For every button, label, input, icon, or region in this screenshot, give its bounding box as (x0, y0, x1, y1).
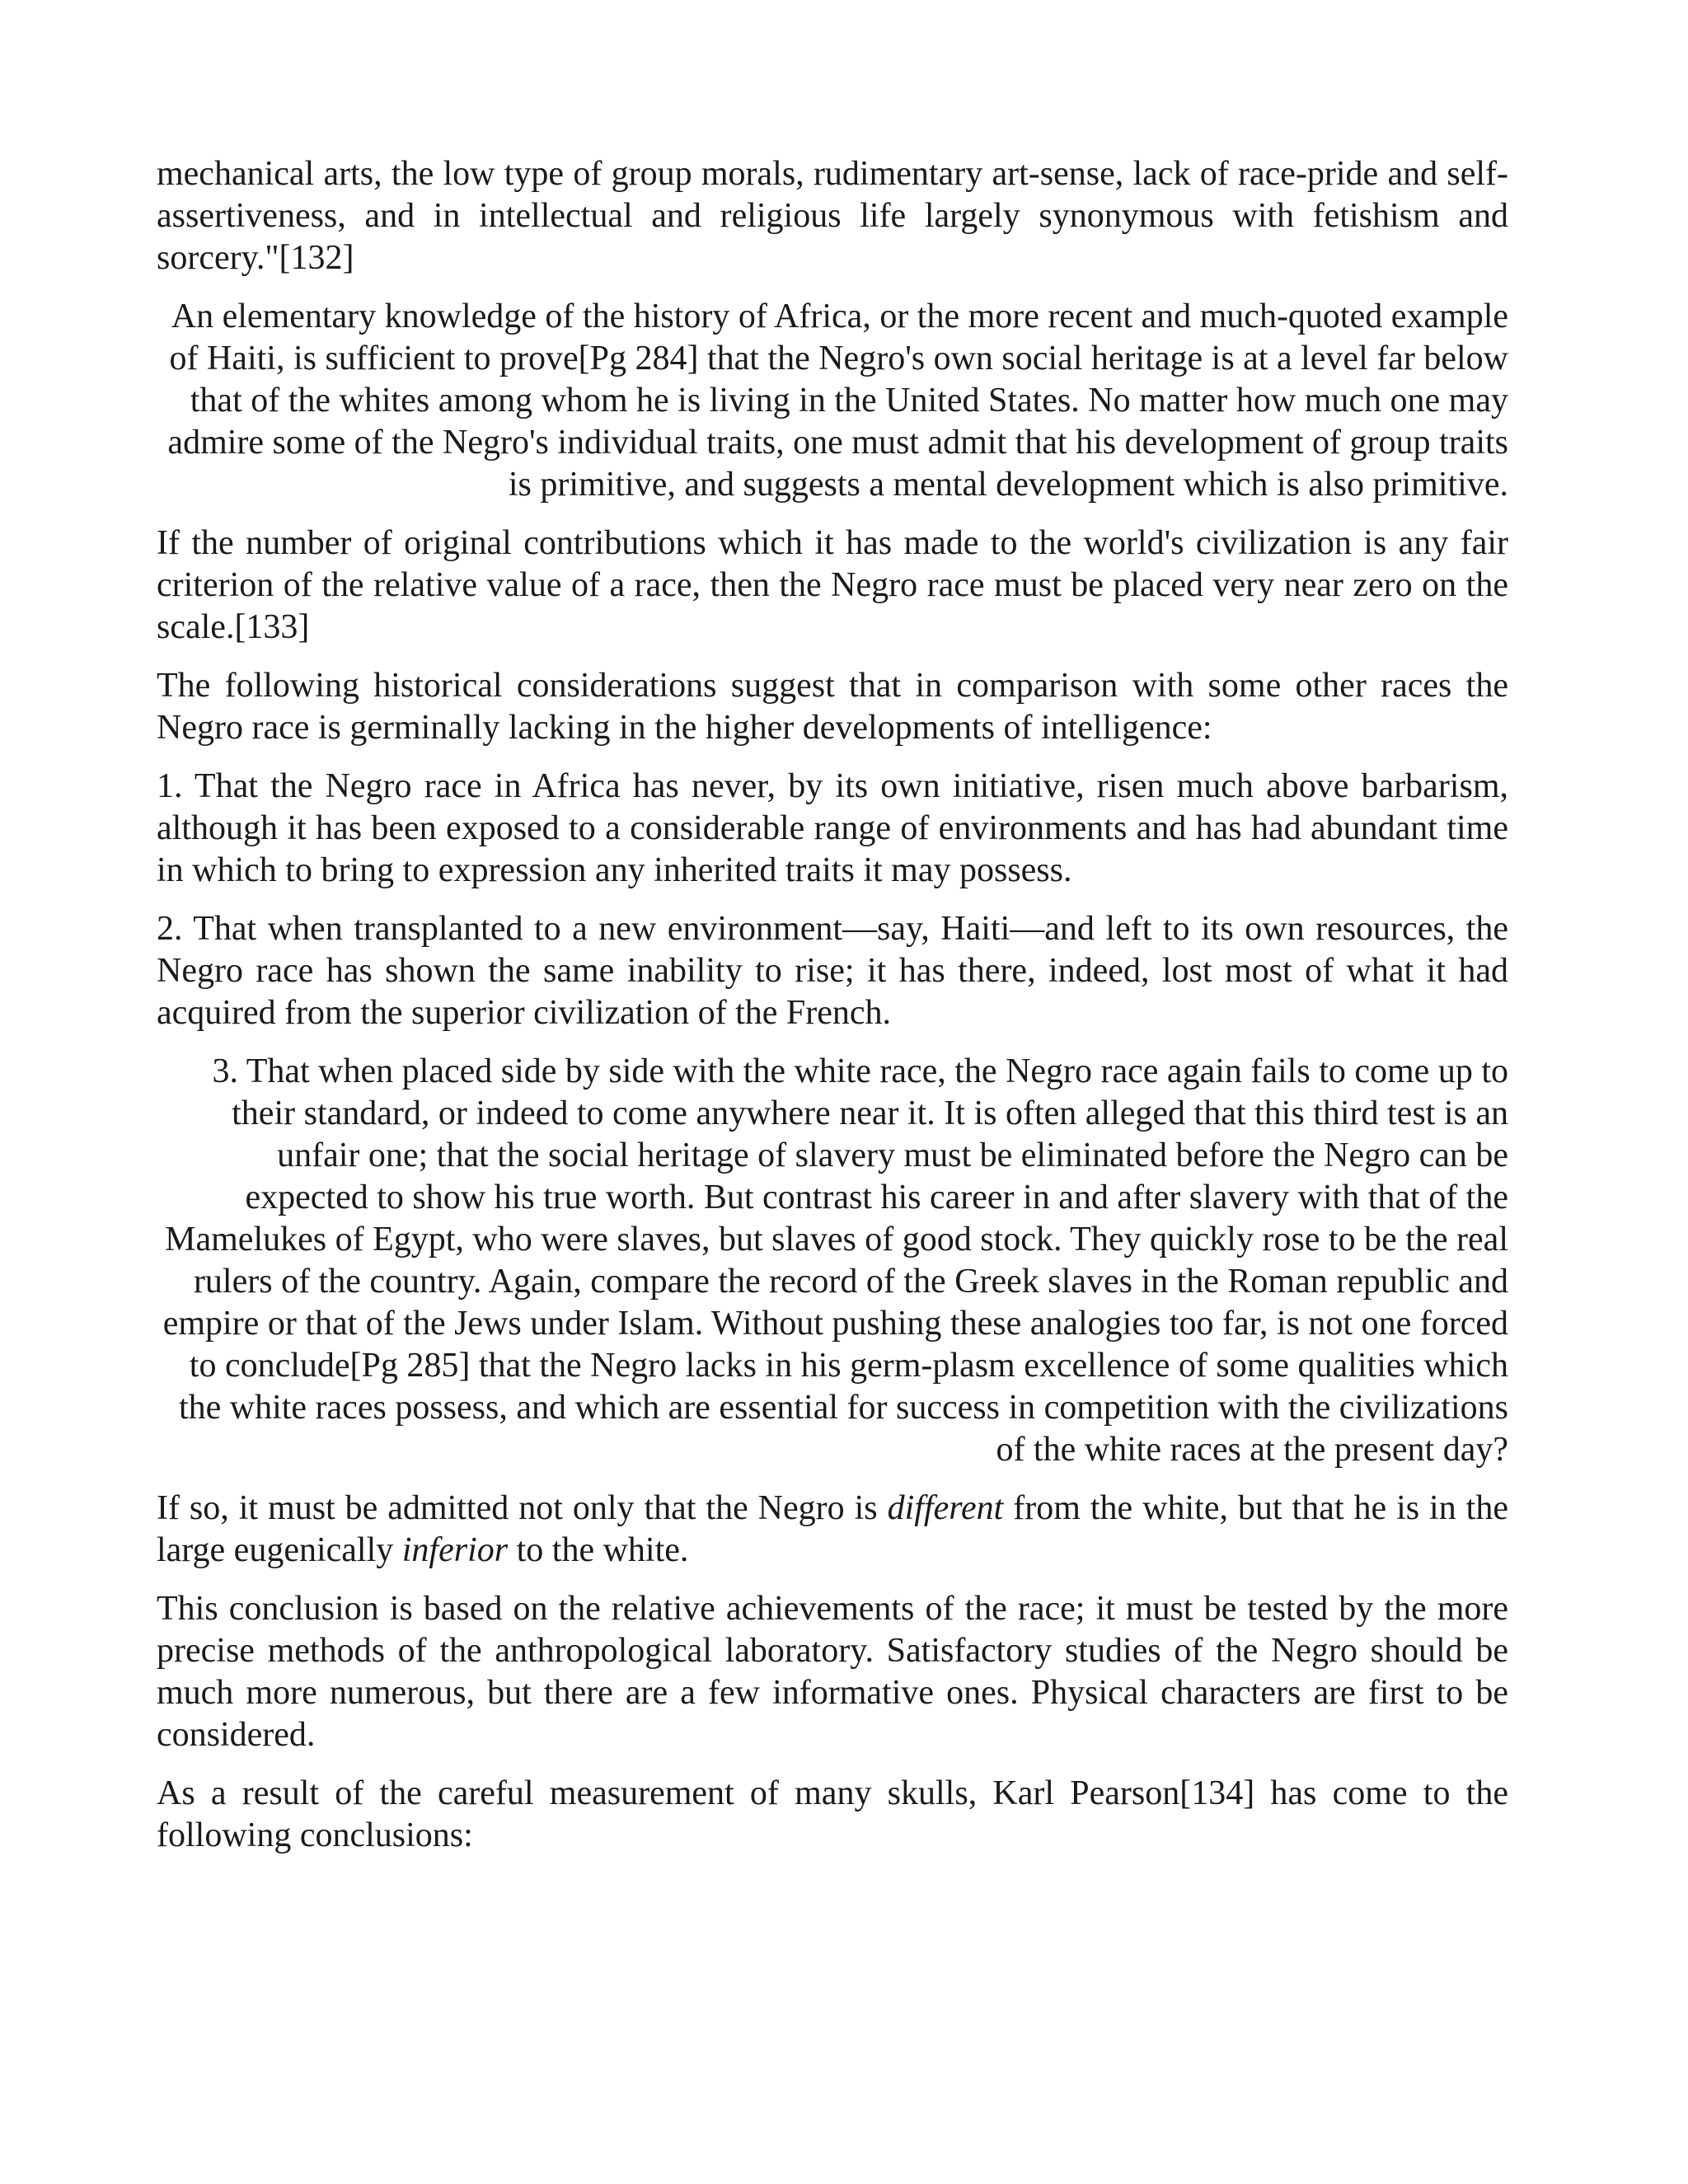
conclusion-text-2: from the white, but that he is in the large eugenically (157, 1489, 1508, 1569)
list-item-2: 2. That when transplanted to a new environment—say, Haiti—and left to its own resources, the Negro race has shown the same inability to rise; it has there, indeed, lost most of what it had acquired from the superior civilization of the French. (157, 910, 1508, 1032)
document-page (157, 153, 1508, 1873)
emphasis-inferior: inferior (401, 1531, 509, 1569)
paragraph-continuation: mechanical arts, the low type of group morals, rudimentary art-sense, lack of race-pride and self-assertiveness, and in intellectual and religious life largely synonymous with fetishism and sorcery."[132] (157, 155, 1508, 277)
list-item-1: 1. That the Negro race in Africa has never, by its own initiative, risen much above barbarism, although it has been exposed to a considerable range of environments and has had abundant time in which to bring to expression any inherited traits it may possess. (157, 767, 1508, 889)
paragraph-haiti-heritage: An elementary knowledge of the history of Africa, or the more recent and much-quoted example of Haiti, is sufficient to prove[Pg 284] that the Negro's own social heritage is at a level far below that of the whites among whom he is living in the United States. No matter how much one may admire some of the Negro's individual traits, one must admit that his development of group traits is primitive, and suggests a mental development which is also primitive. (167, 298, 1508, 504)
paragraph-contributions: If the number of original contributions which it has made to the world's civilization is any fair criterion of the relative value of a race, then the Negro race must be placed very near zero on the scale.[133] (157, 524, 1508, 646)
paragraph-pearson: As a result of the careful measurement of many skulls, Karl Pearson[134] has come to the following conclusions: (157, 1774, 1508, 1854)
conclusion-text-1: If so, it must be admitted not only that the Negro is (157, 1489, 888, 1527)
emphasis-different: different (887, 1489, 1004, 1527)
paragraph-conclusion (157, 1488, 1508, 1572)
paragraph-laboratory: This conclusion is based on the relative achievements of the race; it must be tested by the more precise methods of the anthropological laboratory. Satisfactory studies of the Negro should be much more numerous, but there are a few informative ones. Physical characters are first to be considered. (157, 1590, 1508, 1754)
conclusion-text-3: to the white. (508, 1531, 689, 1569)
paragraph-considerations-intro: The following historical considerations suggest that in comparison with some other races the Negro race is germinally lacking in the higher developments of intelligence: (157, 667, 1508, 747)
list-item-3: 3. That when placed side by side with the white race, the Negro race again fails to come up to their standard, or indeed to come anywhere near it. It is often alleged that this third test is an unfair one; that the social heritage of slavery must be eliminated before the Negro can be expected to show his true worth. But contrast his career in and after slavery with that of the Mamelukes of Egypt, who were slaves, but slaves of good stock. They quickly rose to be the real rulers of the country. Again, compare the record of the Greek slaves in the Roman republic and empire or that of the Jews under Islam. Without pushing these analogies too far, is not one forced to conclude[Pg 285] that the Negro lacks in his germ-plasm excellence of some qualities which the white races possess, and which are essential for success in competition with the civilizations of the white races at the present day? (162, 1052, 1508, 1469)
